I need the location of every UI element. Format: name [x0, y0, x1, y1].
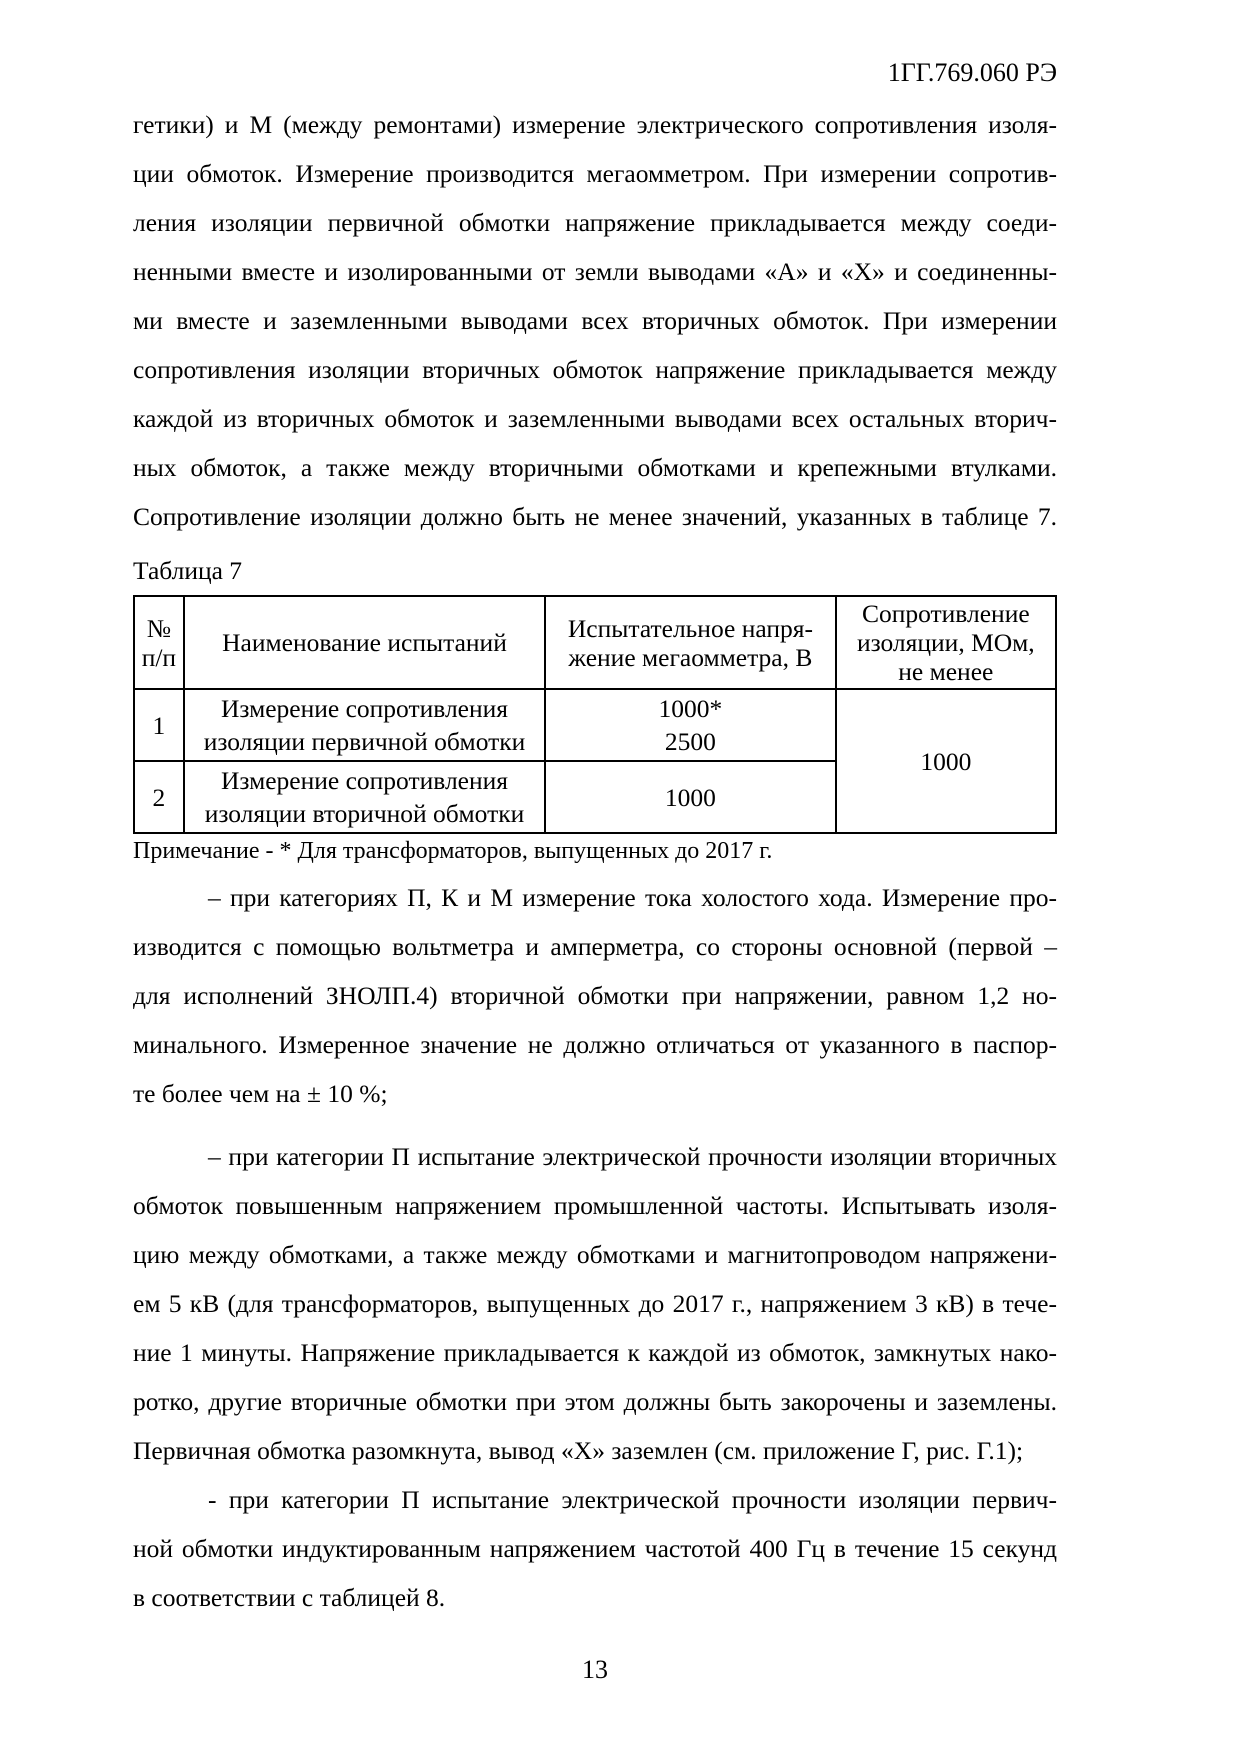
cell-row-num: 2 — [134, 761, 184, 833]
table-7 — [133, 595, 1057, 834]
text-line: ние 1 минуты. Напряжение прикладывается к каждой из обмоток, замкнутых нако- — [133, 1338, 1057, 1367]
header-line: п/п — [141, 642, 177, 672]
text-line: ем 5 кВ (для трансформаторов, выпущенных до 2017 г., напряжением 3 кВ) в тече- — [133, 1289, 1057, 1318]
doc-code: 1ГГ.769.060 РЭ — [887, 58, 1057, 87]
text-line: Сопротивление изоляции должно быть не менее значений, указанных в таблице 7. — [133, 502, 1057, 531]
cell-line: Измерение сопротивления — [220, 766, 509, 795]
cell-line: 2500 — [664, 727, 716, 756]
text-line: ной обмотки индуктированным напряжением частотой 400 Гц в течение 15 секунд — [133, 1534, 1057, 1563]
text-line: каждой из вторичных обмоток и заземленными выводами всех остальных вторич- — [133, 404, 1057, 433]
text-line: – при категории П испытание электрической прочности изоляции вторичных — [208, 1142, 1057, 1171]
paragraph-3 — [133, 1132, 1057, 1475]
cell-resistance-merged: 1000 — [836, 689, 1056, 833]
cell-row-num: 1 — [134, 689, 184, 761]
cell-test-name — [184, 689, 545, 761]
table-header-row — [134, 596, 1056, 689]
table-caption: Таблица 7 — [133, 556, 243, 585]
text-line: изводится с помощью вольтметра и амперметра, со стороны основной (первой – — [133, 932, 1057, 961]
cell-line: изоляции вторичной обмотки — [204, 799, 525, 828]
paragraph-2 — [133, 873, 1057, 1118]
header-line: Сопротивление — [861, 599, 1030, 628]
text-line: цию между обмотками, а также между обмотками и магнитопроводом напряжени- — [133, 1240, 1057, 1269]
cell-test-name — [184, 761, 545, 833]
table-header-test-name: Наименование испытаний — [184, 596, 545, 689]
text-line: сопротивления изоляции вторичных обмоток напряжение прикладывается между — [133, 355, 1057, 384]
table-row — [134, 689, 1056, 761]
text-line: те более чем на ± 10 %; — [133, 1079, 388, 1108]
text-line: ротко, другие вторичные обмотки при этом должны быть закорочены и заземлены. — [133, 1387, 1057, 1416]
table-header-resistance — [836, 596, 1056, 689]
cell-line: Измерение сопротивления — [220, 694, 509, 723]
table-header-num — [134, 596, 184, 689]
header-line: не менее — [898, 657, 994, 686]
text-line: Первичная обмотка разомкнута, вывод «Х» заземлен (см. приложение Г, рис. Г.1); — [133, 1436, 1024, 1465]
text-line: гетики) и М (между ремонтами) измерение электрического сопротивления изоля- — [133, 110, 1057, 139]
text-line: для исполнений ЗНОЛП.4) вторичной обмотки при напряжении, равном 1,2 но- — [133, 981, 1057, 1010]
cell-line: 1000* — [658, 694, 723, 723]
header-line: № — [146, 613, 172, 643]
text-line: - при категории П испытание электрической прочности изоляции первич- — [208, 1485, 1057, 1514]
page-number: 13 — [582, 1655, 608, 1684]
paragraph-1 — [133, 100, 1057, 541]
text-line: в соответствии с таблицей 8. — [133, 1583, 446, 1612]
header-line: Испытательное напря- — [567, 613, 813, 643]
cell-line: изоляции первичной обмотки — [203, 727, 526, 756]
cell-voltage — [545, 689, 835, 761]
text-line: ненными вместе и изолированными от земли выводами «А» и «Х» и соединенны- — [133, 257, 1057, 286]
header-line: жение мегаомметра, В — [568, 642, 813, 672]
text-line: ции обмоток. Измерение производится мегаомметром. При измерении сопротив- — [133, 159, 1057, 188]
page-content — [133, 0, 1057, 1685]
table-header-voltage — [545, 596, 835, 689]
text-line: ления изоляции первичной обмотки напряжение прикладывается между соеди- — [133, 208, 1057, 237]
cell-voltage: 1000 — [545, 761, 835, 833]
text-line: ми вместе и заземленными выводами всех вторичных обмоток. При измерении — [133, 306, 1057, 335]
text-line: минального. Измеренное значение не должно отличаться от указанного в паспор- — [133, 1030, 1057, 1059]
text-line: ных обмоток, а также между вторичными обмотками и крепежными втулками. — [133, 453, 1057, 482]
table-note: Примечание - * Для трансформаторов, выпущенных до 2017 г. — [133, 838, 773, 864]
text-line: обмоток повышенным напряжением промышленной частоты. Испытывать изоля- — [133, 1191, 1057, 1220]
header-line: изоляции, МОм, — [856, 628, 1035, 657]
paragraph-4 — [133, 1475, 1057, 1622]
text-line: – при категориях П, К и М измерение тока холостого хода. Измерение про- — [208, 883, 1057, 912]
